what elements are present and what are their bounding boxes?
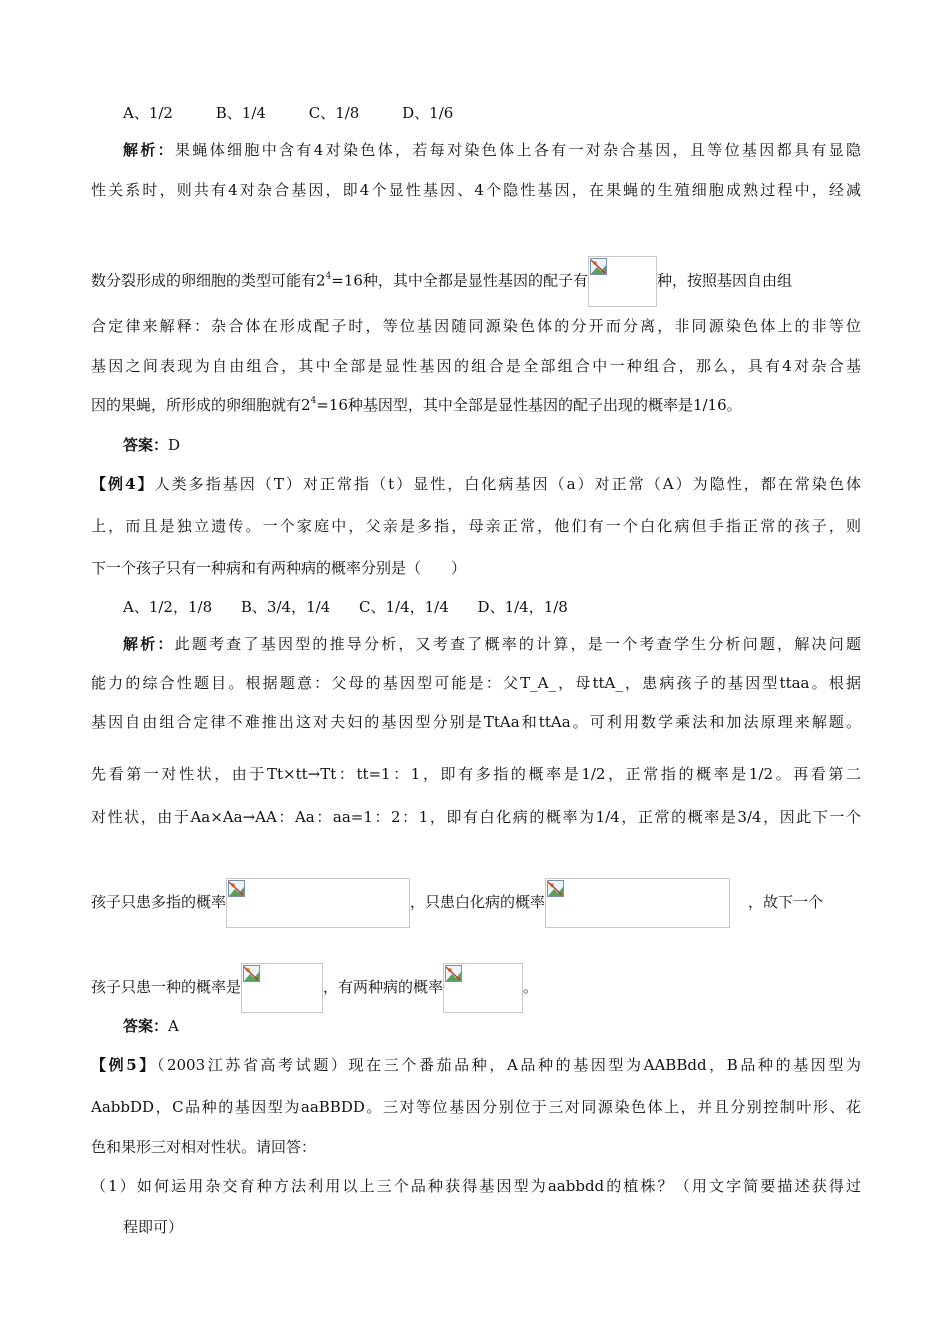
missing-formula-image	[241, 963, 323, 1013]
q4-analysis-line-4: 先看第一对性状，由于Tt×tt→Tt：tt=1：1，即有多指的概率是1/2，正常指的概率是1/2。再看第二	[91, 765, 861, 783]
q4-analysis-line-6: 孩子只患多指的概率 ，只患白化病的概率 ，故下一个	[91, 878, 861, 928]
q3-analysis-label: 解析：	[123, 141, 176, 159]
q4-option-c: C、1/4，1/4	[359, 598, 449, 616]
q5-label: 【例5】	[91, 1056, 157, 1074]
broken-image-icon	[228, 880, 245, 897]
q4-option-a: A、1/2，1/8	[123, 598, 213, 616]
q3-option-b: B、1/4	[215, 104, 266, 122]
q4-options	[123, 597, 861, 617]
q4-analysis-line-5: 对性状，由于Aa×Aa→AA：Aa：aa=1：2：1，即有白化病的概率为1/4，正常的概率是3/4，因此下一个	[91, 808, 861, 826]
q3-answer-label: 答案：	[123, 436, 169, 454]
broken-image-icon	[590, 258, 607, 275]
q5-sub1-line-2: 程即可）	[123, 1218, 184, 1236]
q4-analysis-line-1: 解析：此题考查了基因型的推导分析，又考查了概率的计算，是一个考查学生分析问题，解决问题	[123, 635, 861, 653]
missing-formula-image	[545, 878, 730, 928]
q4-answer-label: 答案：	[123, 1017, 169, 1035]
q3-option-d: D、1/6	[402, 104, 454, 122]
q4-stem-line-3: 下一个孩子只有一种病和有两种病的概率分别是（ ）	[91, 559, 467, 577]
q4-option-b: B、3/4，1/4	[240, 598, 331, 616]
broken-image-icon	[547, 880, 564, 897]
q5-stem-line-3: 色和果形三对相对性状。请回答：	[91, 1138, 317, 1156]
q4-analysis-label: 解析：	[123, 635, 175, 653]
q5-sub1-line-1: （1）如何运用杂交育种方法利用以上三个品种获得基因型为aabbdd的植株？（用文字简要描述获得过	[91, 1177, 861, 1195]
missing-formula-image	[588, 256, 657, 307]
q4-option-d: D、1/4，1/8	[477, 598, 568, 616]
q3-analysis-line-5: 基因之间表现为自由组合，其中全部是显性基因的组合是全部组合中一种组合，那么，具有4对杂合基	[91, 357, 861, 375]
missing-formula-image	[443, 963, 523, 1013]
broken-image-icon	[445, 965, 462, 982]
q3-analysis-line-3: 数分裂形成的卵细胞的类型可能有$2^4=16$种，其中全都是显性基因的配子有 种，按照基因自由组	[91, 256, 861, 307]
q4-answer	[123, 1016, 861, 1036]
broken-image-icon	[243, 965, 260, 982]
missing-formula-image	[226, 878, 410, 928]
q4-analysis-line-3: 基因自由组合定律不难推出这对夫妇的基因型分别是TtAa和ttAa。可利用数学乘法和加法原理来解题。	[91, 713, 861, 731]
q4-stem-line-1: 【例4】人类多指基因（T）对正常指（t）显性，白化病基因（a）对正常（A）为隐性，都在常染色体	[91, 475, 862, 493]
q4-analysis-line-7: 孩子只患一种的概率是 ，有两种病的概率 。	[91, 963, 861, 1013]
q4-label: 【例4】	[91, 475, 155, 493]
q3-analysis-line-4: 合定律来解释：杂合体在形成配子时，等位基因随同源染色体的分开而分离，非同源染色体上的非等位	[91, 317, 861, 335]
q3-answer	[123, 435, 861, 455]
q3-analysis-line-6: 因的果蝇，所形成的卵细胞就有$2^4=16$种基因型，其中全部是显性基因的配子出现的概率是1/16。	[91, 396, 742, 414]
q3-options	[123, 103, 861, 123]
q3-option-a: A、1/2	[123, 104, 173, 122]
q4-stem-line-2: 上，而且是独立遗传。一个家庭中，父亲是多指，母亲正常，他们有一个白化病但手指正常的孩子，则	[91, 517, 861, 535]
q4-analysis-line-2: 能力的综合性题目。根据题意：父母的基因型可能是：父T_A_，母ttA_，患病孩子的基因型ttaa。根据	[91, 674, 861, 692]
q3-analysis-line-2: 性关系时，则共有4对杂合基因，即4个显性基因、4个隐性基因，在果蝇的生殖细胞成熟过程中，经减	[91, 181, 861, 199]
q5-stem-line-1: 【例5】（2003江苏省高考试题）现在三个番茄品种，A品种的基因型为AABBdd，B品种的基因型为	[91, 1056, 862, 1074]
q5-stem-line-2: AabbDD，C品种的基因型为aaBBDD。三对等位基因分别位于三对同源染色体上，并且分别控制叶形、花	[91, 1098, 861, 1116]
q3-analysis-line-1: 解析：果蝇体细胞中含有4对染色体，若每对染色体上各有一对杂合基因，且等位基因都具有显隐	[123, 141, 861, 159]
q3-answer-value: D	[168, 436, 181, 454]
q4-answer-value: A	[168, 1017, 179, 1035]
q3-option-c: C、1/8	[308, 104, 360, 122]
